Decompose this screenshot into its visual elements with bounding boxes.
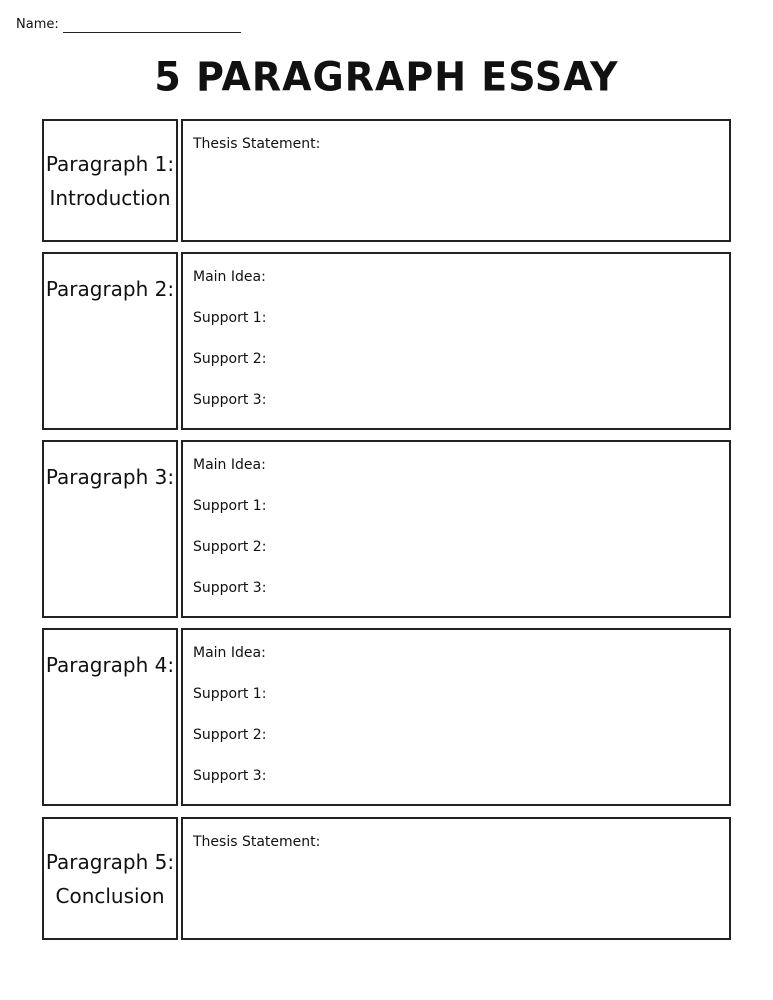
support-2-label: Support 2: [193,351,267,367]
support-3-label: Support 3: [193,392,267,408]
thesis-statement-label: Thesis Statement: [193,136,321,152]
paragraph-label-box [42,440,178,618]
support-3-label: Support 3: [193,580,267,596]
main-idea-label: Main Idea: [193,645,266,661]
name-row [16,17,241,33]
name-blank-line[interactable] [63,18,241,33]
paragraph-label-box [42,628,178,806]
writing-box[interactable] [181,817,731,940]
paragraph-row-2 [42,252,731,430]
name-label: Name: [16,17,59,32]
paragraph-label-box [42,119,178,242]
writing-box[interactable] [181,252,731,430]
support-1-label: Support 1: [193,498,267,514]
paragraph-label-box [42,252,178,430]
main-idea-label: Main Idea: [193,457,266,473]
writing-box[interactable] [181,119,731,242]
paragraph-label-box [42,817,178,940]
paragraph-label: Paragraph 3: [45,465,175,489]
support-1-label: Support 1: [193,310,267,326]
paragraph-label: Paragraph 5: [45,849,175,874]
paragraph-label: Paragraph 2: [45,277,175,301]
writing-box[interactable] [181,628,731,806]
writing-box[interactable] [181,440,731,618]
support-2-label: Support 2: [193,727,267,743]
paragraph-sublabel: Introduction [49,185,171,210]
support-2-label: Support 2: [193,539,267,555]
paragraph-label: Paragraph 4: [45,653,175,677]
paragraph-row-5 [42,817,731,940]
support-1-label: Support 1: [193,686,267,702]
paragraph-row-3 [42,440,731,618]
paragraph-row-4 [42,628,731,806]
main-idea-label: Main Idea: [193,269,266,285]
thesis-statement-label: Thesis Statement: [193,834,321,850]
paragraph-label: Paragraph 1: [45,151,175,176]
support-3-label: Support 3: [193,768,267,784]
paragraph-row-1 [42,119,731,242]
page-title: 5 PARAGRAPH ESSAY [154,53,619,101]
paragraph-sublabel: Conclusion [55,883,165,908]
